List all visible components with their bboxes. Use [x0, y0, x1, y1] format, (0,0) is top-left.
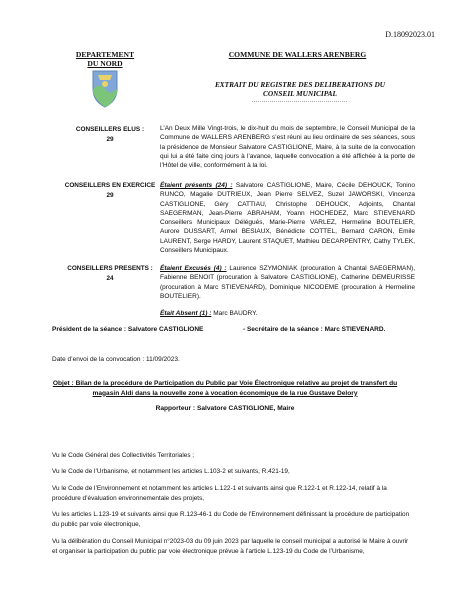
excuses-list: Laurence SZYMONIAK (procuration à Chantal SAEGERMAN), Fabienne BENOIT (procuration à Salvatore CASTIGLIONE), Catherine DEMEURISSE (procuration à Marc STIEVENARD), Dominique NICODEME (procuration à Hermeline BOUTELIER). [160, 265, 415, 300]
vu-item: Vu la délibération du Conseil Municipal n°2023-03 du 09 juin 2023 par laquelle le conseil municipal a autorisé le Maire à ouvrir et organiser la participation du public par voie électronique prévue à l’article L.123-19 du Code de l’Urbanisme, [52, 538, 409, 555]
vu-item: Vu le Code de l’Urbanisme, et notamment les articles L.103-2 et suivants, R.421-19, [52, 468, 290, 475]
department-line: DEPARTEMENT [75, 50, 135, 59]
absent-heading: Était Absent (1) : [160, 310, 212, 317]
exercice-label-text: CONSEILLERS EN EXERCICE [64, 182, 156, 189]
secretaire-line: - Secrétaire de la séance : Marc STIEVENARD. [243, 326, 386, 333]
coat-of-arms-icon [90, 67, 120, 109]
absent-list: Marc BAUDRY. [211, 310, 258, 317]
objet-line [35, 379, 415, 389]
objet-block [35, 379, 415, 414]
elus-count: 29 [106, 135, 114, 143]
document-reference: D.18092023.01 [385, 30, 435, 39]
presents-paragraph [160, 181, 415, 255]
commune-title: COMMUNE DE WALLERS ARENBERG [228, 50, 367, 59]
department-line: DU NORD [87, 59, 123, 68]
presents-count: 24 [106, 274, 114, 282]
extract-line: EXTRAIT DU REGISTRE DES DELIBERATIONS DU [214, 80, 386, 89]
elus-paragraph: L’An Deux Mille Vingt-trois, le dix-huit du mois de septembre, le Conseil Municipal de la Commune de WALLERS ARENBERG s’est réuni au lieu ordinaire de ses séances, sous la présidence de Monsieur Salvatore CASTIGLIONE, Maire, à la suite de la convocation qui lui a été faite cinq jours à l’avance, laquelle convocation a été affichée à la porte de l’Hôtel de ville, conformément à la loi. [160, 125, 415, 170]
presents-label [55, 264, 165, 283]
presents-heading: Étaient présents (24) : [160, 182, 233, 189]
vu-item: Vu le Code de l’Environnement et notamment les articles L.122-1 et suivants ainsi que R.122-1 et R.122-14, relatif à la procédure d’évaluation environnementale des projets, [52, 485, 387, 502]
excuses-paragraph [160, 264, 415, 301]
absent-paragraph [160, 309, 415, 318]
elus-label [55, 125, 165, 144]
exercice-count: 29 [106, 191, 114, 199]
objet-line1: Bilan de la procédure de Participation du Public par Voie Électronique relative au projet de transfert du [73, 380, 398, 387]
register-extract-title [190, 80, 410, 98]
separator-dots: ................................................ [252, 98, 348, 104]
vu-item: Vu les articles L.123-19 et suivants ainsi que R.123-46-1 du Code de l’Environnement définissant la procédure de participation du public par voie électronique, [52, 511, 410, 528]
presents-label-text: CONSEILLERS PRESENTS : [67, 265, 153, 272]
exercice-label [55, 181, 165, 200]
vu-item: Vu le Code Général des Collectivités Territoriales ; [52, 452, 195, 459]
presents-list: Salvatore CASTIGLIONE, Maire, Cécile DEHOUCK, Tonino RUNCO, Magalie DUTRIEUX, Jean Pierre SELVEZ, Suzel JAWORSKI, Vincenza CASTIGLIONE, Géry CATTIAU, Christophe DEHOUCK, Adjoints, Chantal SAEGERMAN, Jean-Pierre ABRAHAM, Yoann HOCHEDEZ, Marc STIEVENARD Conseillers Municipaux Délégués, Marie-Pierre VARLEZ, Hermeline BOUTELIER, Aurore DUSSART, Armel BESIAUX, Bénédicte COTTEL, Bernard CARON, Emile LAURENT, Serge HARDY, Laurent STAQUET, Mathieu DECARPENTRY, Cathy TYLEK, Conseillers Municipaux. [160, 182, 415, 255]
excuses-heading: Étaient Excusés (4) : [160, 265, 227, 272]
objet-line2: magasin Aldi dans la nouvelle zone à vocation économique de la rue Gustave Delory [92, 389, 358, 397]
department-header [55, 50, 155, 68]
objet-label: Objet : [52, 380, 74, 387]
president-line: Président de la séance : Salvatore CASTIGLIONE [52, 326, 204, 333]
extract-line: CONSEIL MUNICIPAL [263, 89, 337, 98]
rapporteur-line: Rapporteur : Salvatore CASTIGLIONE, Maire [155, 405, 295, 412]
elus-label-text: CONSEILLERS ELUS : [75, 126, 145, 133]
envoi-line: Date d’envoi de la convocation : 11/09/2023. [52, 356, 180, 363]
